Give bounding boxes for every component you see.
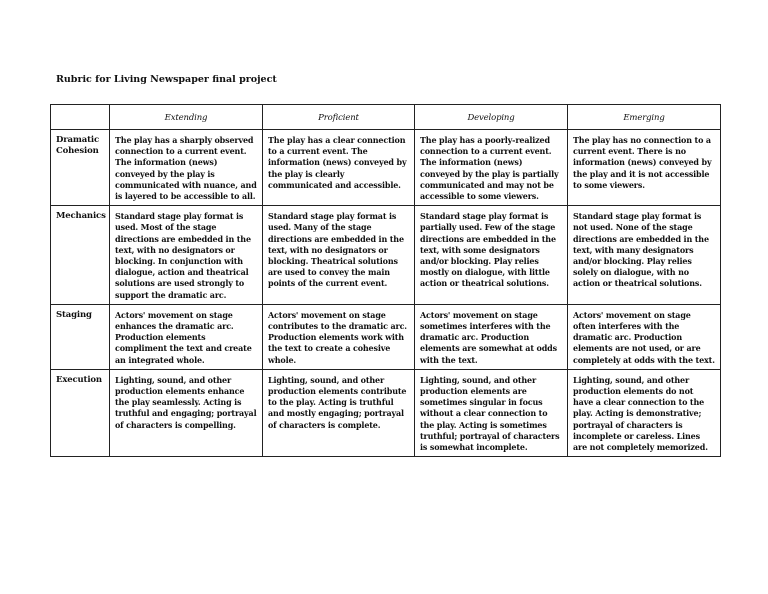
header-row bbox=[51, 105, 721, 130]
rubric-cell: Lighting, sound, and other production elements contribute to the play. Acting is truthful and mostly engaging; portrayal of characters is complete. bbox=[263, 369, 415, 456]
table-row-mechanics bbox=[51, 206, 721, 305]
rubric-cell: Actors' movement on stage often interferes with the dramatic arc. Production elements are not used, or are completely at odds with the text. bbox=[568, 304, 721, 369]
rubric-cell: Standard stage play format is used. Many of the stage directions are embedded in the text, with no designators or blocking. Theatrical solutions are used to convey the main points of the current event. bbox=[263, 206, 415, 305]
rubric-cell: Standard stage play format is not used. None of the stage directions are embedded in the text, with many designators and/or blocking. Play relies solely on dialogue, with no action or theatrical solutions. bbox=[568, 206, 721, 305]
rubric-cell: Lighting, sound, and other production elements do not have a clear connection to the play. Acting is demonstrative; portrayal of characters is incomplete or careless. Lines are not completely memorized. bbox=[568, 369, 721, 456]
document-title: Rubric for Living Newspaper final project bbox=[56, 74, 277, 85]
criterion-label: Dramatic Cohesion bbox=[51, 130, 110, 206]
criterion-label: Execution bbox=[51, 369, 110, 456]
rubric-cell: The play has no connection to a current event. There is no information (news) conveyed by the play and it is not accessible to some viewers. bbox=[568, 130, 721, 206]
rubric-cell: Actors' movement on stage contributes to the dramatic arc. Production elements work with the text to create a cohesive whole. bbox=[263, 304, 415, 369]
rubric-cell: Lighting, sound, and other production elements enhance the play seamlessly. Acting is truthful and engaging; portrayal of characters is compelling. bbox=[110, 369, 263, 456]
rubric-cell: Standard stage play format is used. Most of the stage directions are embedded in the text, with no designators or blocking. In conjunction with dialogue, action and theatrical solutions are used strongly to support the dramatic arc. bbox=[110, 206, 263, 305]
rubric-cell: The play has a clear connection to a current event. The information (news) conveyed by the play is clearly communicated and accessible. bbox=[263, 130, 415, 206]
rubric-cell: Lighting, sound, and other production elements are sometimes singular in focus without a clear connection to the play. Acting is sometimes truthful; portrayal of characters is somewhat incomplete. bbox=[415, 369, 568, 456]
level-header-extending: Extending bbox=[110, 105, 263, 130]
table-row-execution bbox=[51, 369, 721, 456]
header-corner-cell bbox=[51, 105, 110, 130]
rubric-table bbox=[50, 104, 721, 457]
rubric-cell: Standard stage play format is partially used. Few of the stage directions are embedded in the text, with some designators and/or blocking. Play relies mostly on dialogue, with little action or theatrical solutions. bbox=[415, 206, 568, 305]
level-header-developing: Developing bbox=[415, 105, 568, 130]
rubric-cell: Actors' movement on stage sometimes interferes with the dramatic arc. Production elements are somewhat at odds with the text. bbox=[415, 304, 568, 369]
level-header-emerging: Emerging bbox=[568, 105, 721, 130]
table-row-staging bbox=[51, 304, 721, 369]
table-row-dramatic-cohesion bbox=[51, 130, 721, 206]
level-header-proficient: Proficient bbox=[263, 105, 415, 130]
rubric-cell: The play has a poorly-realized connection to a current event. The information (news) conveyed by the play is partially communicated and may not be accessible to some viewers. bbox=[415, 130, 568, 206]
rubric-cell: Actors' movement on stage enhances the dramatic arc. Production elements compliment the text and create an integrated whole. bbox=[110, 304, 263, 369]
criterion-label: Mechanics bbox=[51, 206, 110, 305]
criterion-label: Staging bbox=[51, 304, 110, 369]
rubric-cell: The play has a sharply observed connection to a current event. The information (news) conveyed by the play is communicated with nuance, and is layered to be accessible to all. bbox=[110, 130, 263, 206]
